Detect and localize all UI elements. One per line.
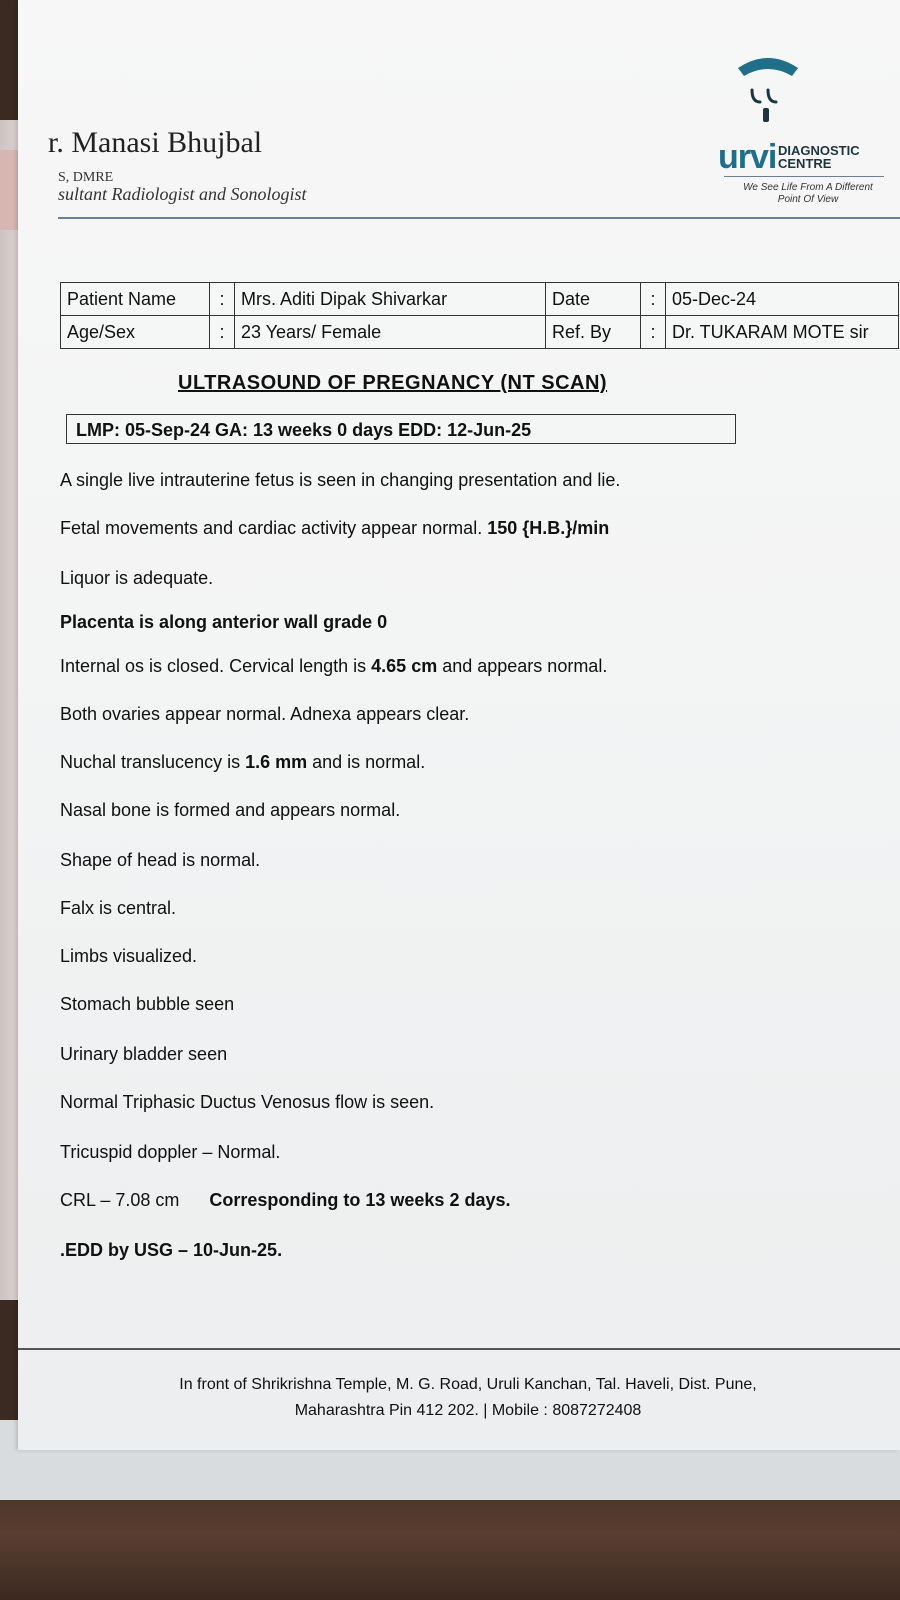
doctor-name: r. Manasi Bhujbal <box>48 126 263 159</box>
colon: : <box>210 283 235 316</box>
logo-divider <box>724 176 884 177</box>
finding-line: Nasal bone is formed and appears normal. <box>60 800 401 820</box>
finding-line: Fetal movements and cardiac activity appear normal. 150 {H.B.}/min <box>60 518 610 538</box>
finding-line: Stomach bubble seen <box>60 994 235 1014</box>
finding-line: Falx is central. <box>60 898 177 918</box>
finding-line: Tricuspid doppler – Normal. <box>60 1142 281 1162</box>
patient-name-value: Mrs. Aditi Dipak Shivarkar <box>235 283 546 316</box>
table-row <box>61 316 899 349</box>
table-row <box>61 283 899 316</box>
colon: : <box>641 283 666 316</box>
date-label: Date <box>546 283 641 316</box>
footer-divider <box>18 1348 900 1350</box>
finding-line: Internal os is closed. Cervical length is 4.65 cm and appears normal. <box>60 656 608 676</box>
ref-by-label: Ref. By <box>546 316 641 349</box>
finding-line: CRL – 7.08 cm Corresponding to 13 weeks 2 days. <box>60 1190 511 1210</box>
doctor-title: sultant Radiologist and Sonologist <box>58 184 307 204</box>
finding-line: A single live intrauterine fetus is seen in changing presentation and lie. <box>60 470 621 490</box>
logo-tagline: We See Life From A Different Point Of View <box>743 182 873 205</box>
age-sex-label: Age/Sex <box>61 316 210 349</box>
age-sex-value: 23 Years/ Female <box>235 316 546 349</box>
finding-line: Limbs visualized. <box>60 946 198 966</box>
finding-line: Normal Triphasic Ductus Venosus flow is seen. <box>60 1092 435 1112</box>
doctor-qualification: S, DMRE <box>58 170 114 185</box>
finding-line: Urinary bladder seen <box>60 1044 228 1064</box>
colon: : <box>210 316 235 349</box>
finding-line: Liquor is adequate. <box>60 568 214 588</box>
colon: : <box>641 316 666 349</box>
finding-line: .EDD by USG – 10-Jun-25. <box>60 1240 283 1260</box>
header-divider <box>58 217 900 219</box>
report-title: ULTRASOUND OF PREGNANCY (NT SCAN) <box>178 372 608 394</box>
report-page <box>18 0 900 1450</box>
footer-contact: Maharashtra Pin 412 202. | Mobile : 8087272408 <box>294 1402 642 1419</box>
finding-line: Placenta is along anterior wall grade 0 <box>60 612 388 632</box>
ref-by-value: Dr. TUKARAM MOTE sir <box>666 316 899 349</box>
logo-subtitle: DIAGNOSTIC CENTRE <box>778 143 860 171</box>
footer-address: In front of Shrikrishna Temple, M. G. Road, Uruli Kanchan, Tal. Haveli, Dist. Pune, <box>179 1376 757 1393</box>
patient-info-table <box>60 282 899 349</box>
logo-brand: urvi <box>718 138 777 176</box>
finding-line: Shape of head is normal. <box>60 850 261 870</box>
finding-line: Both ovaries appear normal. Adnexa appears clear. <box>60 704 470 724</box>
finding-line: Nuchal translucency is 1.6 mm and is normal. <box>60 752 426 772</box>
patient-name-label: Patient Name <box>61 283 210 316</box>
date-value: 05-Dec-24 <box>666 283 899 316</box>
table-surface <box>0 1490 900 1600</box>
summary-text: LMP: 05-Sep-24 GA: 13 weeks 0 days EDD: 12-Jun-25 <box>76 420 532 440</box>
